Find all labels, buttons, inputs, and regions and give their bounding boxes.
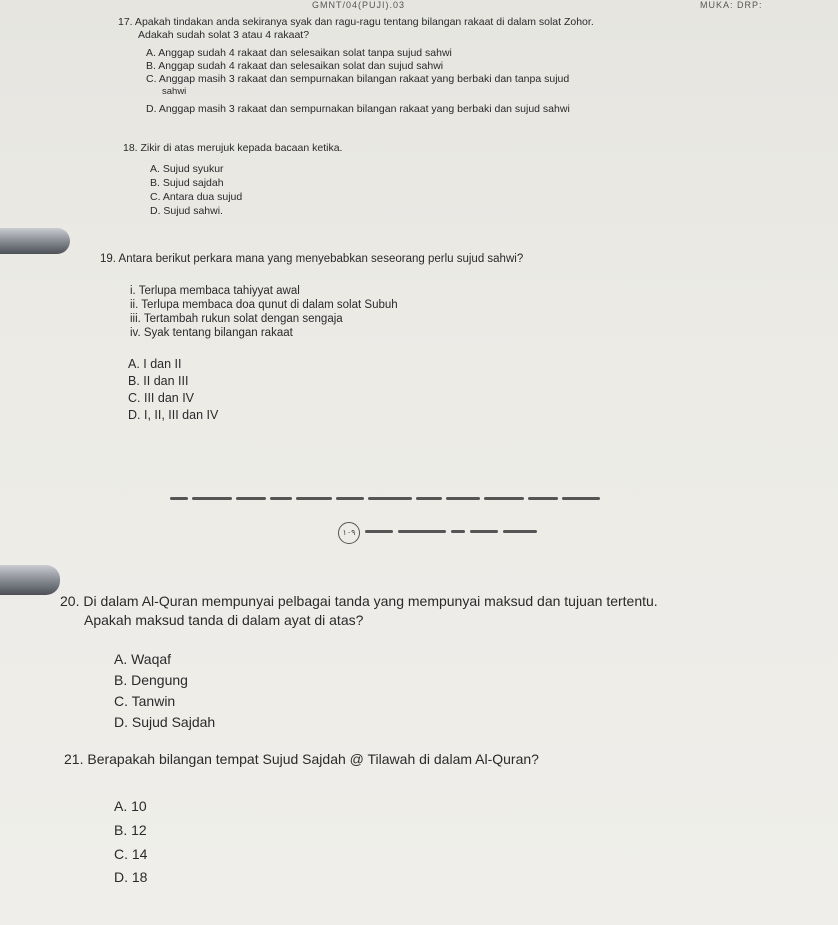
option-a[interactable]: A. I dan II [128,357,182,371]
question-19-text: 19. Antara berikut perkara mana yang menyebabkan seseorang perlu sujud sahwi? [100,253,524,265]
option-b[interactable]: B. Sujud sajdah [150,177,224,189]
option-a[interactable]: A. Waqaf [114,651,172,667]
option-a[interactable]: A. 10 [114,798,147,814]
option-c[interactable]: C. Antara dua sujud [150,191,243,203]
question-17-text: 17. Apakah tindakan anda sekiranya syak dan ragu-ragu tentang bilangan rakaat di dalam solat Zohor. [118,16,594,28]
statement-i: i. Terlupa membaca tahiyyat awal [130,285,300,297]
option-c[interactable]: C. 14 [114,846,148,862]
option-b[interactable]: B. II dan III [128,374,189,388]
option-d[interactable]: D. I, II, III dan IV [128,408,219,422]
option-a[interactable]: A. Anggap sudah 4 rakaat dan selesaikan solat tanpa sujud sahwi [146,47,452,59]
ayah-number-mark: ١٠٩ [338,522,360,544]
option-c[interactable]: C. III dan IV [128,391,195,405]
option-b[interactable]: B. Anggap sudah 4 rakaat dan selesaikan solat dan sujud sahwi [146,60,444,72]
question-20-text: 20. Di dalam Al-Quran mempunyai pelbagai tanda yang mempunyai maksud dan tujuan tertentu. [60,593,658,609]
document-code: GMNT/04(PUJI).03 [312,0,406,10]
binder-clip-icon [0,565,60,595]
option-c[interactable]: C. Tanwin [114,693,176,709]
option-d[interactable]: D. 18 [114,869,148,885]
question-18-text: 18. Zikir di atas merujuk kepada bacaan ketika. [123,142,343,154]
statement-ii: ii. Terlupa membaca doa qunut di dalam solat Subuh [130,299,398,311]
page-label: MUKA: DRP: [700,0,763,10]
statement-iv: iv. Syak tentang bilangan rakaat [130,327,293,339]
statement-iii: iii. Tertambah rukun solat dengan sengaja [130,313,343,325]
option-b[interactable]: B. Dengung [114,672,188,688]
option-b[interactable]: B. 12 [114,822,147,838]
option-d[interactable]: D. Sujud Sajdah [114,714,216,730]
question-17-text-line2: Adakah sudah solat 3 atau 4 rakaat? [138,29,310,41]
option-d[interactable]: D. Anggap masih 3 rakaat dan sempurnakan bilangan rakaat yang berbaki dan sujud sahwi [146,103,570,115]
option-c[interactable]: C. Anggap masih 3 rakaat dan sempurnakan bilangan rakaat yang berbaki dan tanpa sujud [146,73,570,85]
question-21-text: 21. Berapakah bilangan tempat Sujud Sajdah @ Tilawah di dalam Al-Quran? [64,751,539,767]
arabic-verse-line-2 [335,523,590,539]
option-c-continuation: sahwi [162,86,187,97]
option-d[interactable]: D. Sujud sahwi. [150,205,223,217]
binder-clip-icon [0,228,70,254]
option-a[interactable]: A. Sujud syukur [150,163,224,175]
arabic-verse-line-1 [170,488,625,500]
question-20-text-line2: Apakah maksud tanda di dalam ayat di atas? [84,612,364,628]
